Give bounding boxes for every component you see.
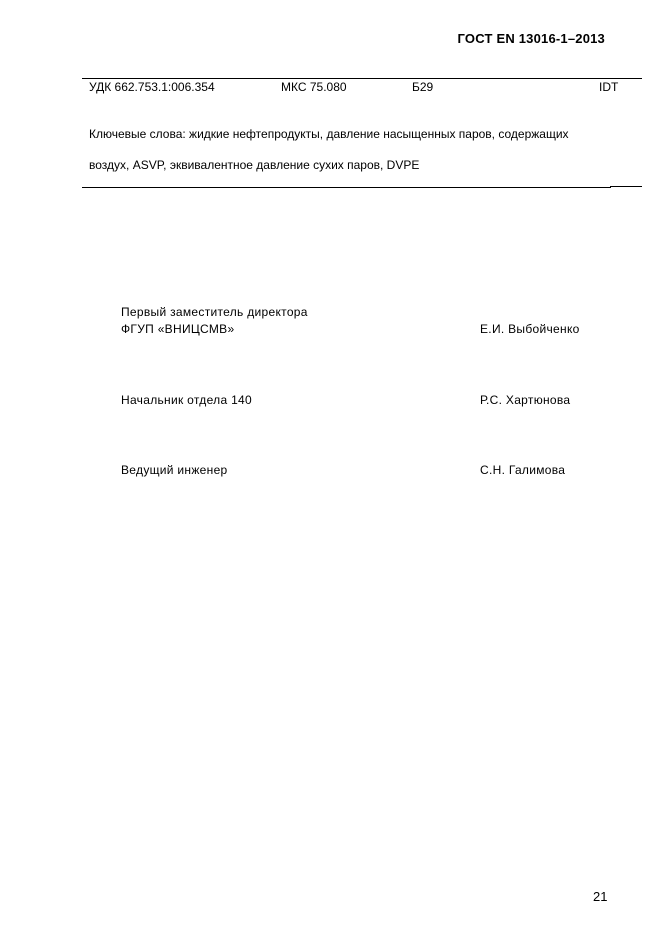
signatory-3-name: С.Н. Галимова xyxy=(480,463,566,477)
keywords-line-1: Ключевые слова: жидкие нефтепродукты, давление насыщенных паров, содержащих xyxy=(89,127,569,141)
signatory-3-position: Ведущий инженер xyxy=(121,463,228,477)
top-rule xyxy=(82,78,642,79)
signatory-1-name: Е.И. Выбойченко xyxy=(480,322,580,336)
b-code: Б29 xyxy=(412,80,434,94)
signatory-1-position: Первый заместитель директора xyxy=(121,305,308,319)
signatory-2-name: Р.С. Хартюнова xyxy=(480,393,571,407)
udk-code: УДК 662.753.1:006.354 xyxy=(89,80,215,94)
keywords-line-2: воздух, ASVP, эквивалентное давление сухих паров, DVPE xyxy=(89,158,420,172)
document-code: ГОСТ EN 13016-1–2013 xyxy=(457,31,605,46)
bottom-rule xyxy=(82,187,611,188)
mks-code: МКС 75.080 xyxy=(281,80,347,94)
page-number: 21 xyxy=(593,889,608,904)
signatory-1-organization: ФГУП «ВНИЦСМВ» xyxy=(121,322,235,336)
bottom-rule-tail xyxy=(610,186,642,187)
signatory-2-position: Начальник отдела 140 xyxy=(121,393,252,407)
idt-code: IDT xyxy=(599,80,619,94)
